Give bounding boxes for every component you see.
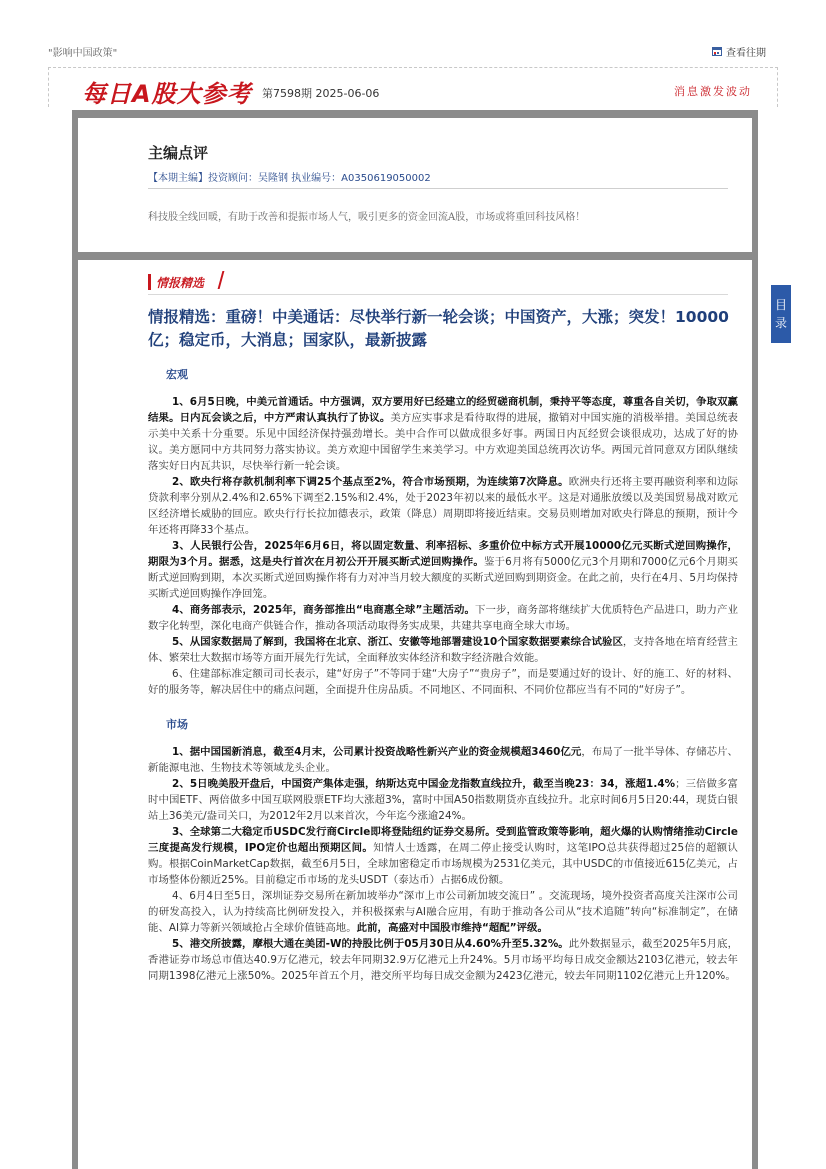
market-list bbox=[148, 744, 738, 984]
item-lead: 4、商务部表示，2025年，商务部推出“电商惠全球”主题活动。 bbox=[172, 604, 476, 616]
item-body: 欧洲央行还将主要再融资利率和边际贷款利率分别从2.4%和2.65%下调至2.15%和2.4%，处于2023年初以来的最低水平。这是对通胀放缓以及美国贸易战对欧元区经济增长威胁的回应。欧央行行长拉加德表示，政策（降息）周期即将接近结束。交易员则增加对欧央行降息的预期，预计今年还将再降33个基点。 bbox=[148, 476, 738, 536]
section-tag-label: 情报精选 bbox=[156, 276, 205, 290]
item-body: 知情人士透露，在周二停止接受认购时，这笔IPO总共获得超过25倍的超额认购。根据CoinMarketCap数据，截至6月5日，全球加密稳定币市场规模为2531亿美元，其中USDC的市值接近615亿美元，占市场整体份额近25%。目前稳定币市场的龙头USDT（泰达币）占据6成份额。 bbox=[148, 842, 738, 886]
list-item bbox=[148, 824, 738, 888]
list-item bbox=[148, 936, 738, 984]
item-body: ；三倍做多富时中国ETF、两倍做多中国互联网股票ETF均大涨超3%，富时中国A50指数期货亦直线拉升。北京时间6月5日20:44，现货白银站上36美元/盎司关口，为2012年2月以来首次，今年迄今涨逾24%。 bbox=[148, 778, 738, 822]
divider bbox=[148, 188, 728, 189]
editor-comment-panel bbox=[78, 118, 752, 252]
header-divider-right bbox=[777, 67, 778, 107]
item-body: 6、住建部标准定额司司长表示，建“好房子”不等同于建“大房子”“贵房子”，而是要通过好的设计、好的施工、好的材料、好的服务等，解决居住中的痛点问题，全面提升住房品质。不同地区、不同面积、不同价位都应当有不同的“好房子”。 bbox=[148, 668, 738, 696]
item-lead: 2、5日晚美股开盘后，中国资产集体走强，纳斯达克中国金龙指数直线拉升，截至当晚23：34，涨超1.4% bbox=[172, 778, 676, 790]
item-lead: 5、港交所披露，摩根大通在美团-W的持股比例于05月30日从4.60%升至5.32%。 bbox=[172, 938, 569, 950]
article bbox=[148, 306, 738, 984]
item-lead: 3、人民银行公告，2025年6月6日，将以固定数量、利率招标、多重价位中标方式开展10000亿元买断式逆回购操作，期限为3个月。据悉，这是央行首次在月初公开开展买断式逆回购操作。 bbox=[148, 540, 738, 568]
list-item bbox=[148, 634, 738, 666]
section-slash bbox=[218, 271, 225, 289]
report-header bbox=[82, 72, 758, 108]
table-of-contents-tab[interactable] bbox=[771, 285, 791, 343]
list-item bbox=[148, 394, 738, 474]
item-body: ，支持各地在培育经营主体、繁荣壮大数据市场等方面开展先行先试，全面释放实体经济和数字经济融合效能。 bbox=[148, 636, 738, 664]
item-body: 下一步，商务部将继续扩大优质特色产品进口，助力产业数字化转型，深化电商产供链合作，推动各项活动取得务实成果，共建共享电商全球大市场。 bbox=[148, 604, 739, 632]
list-item bbox=[148, 602, 738, 634]
header-divider-left bbox=[48, 67, 49, 107]
market-heading: 市场 bbox=[166, 718, 188, 731]
history-label: 查看往期 bbox=[726, 48, 766, 59]
calendar-icon bbox=[712, 47, 722, 56]
item-body: 此外数据显示，截至2025年5月底，香港证券市场总市值达40.9万亿港元，较去年同期32.9万亿港元上升24%。5月市场平均每日成交金额达2103亿港元，较去年同期1398亿港元上涨50%。2025年首五个月，港交所平均每日成交金额为2423亿港元，较去年同期1102亿港元上升120%。 bbox=[148, 938, 739, 982]
item-lead: 3、全球第二大稳定币USDC发行商Circle即将登陆纽约证券交易所。受到监管政策等影响，超火爆的认购情绪推动Circle三度提高发行规模，IPO定价也超出预期区间。 bbox=[148, 826, 738, 854]
article-title: 情报精选：重磅！中美通话：尽快举行新一轮会谈；中国资产，大涨；突发！10000亿；稳定币，大消息；国家队，最新披露 bbox=[148, 308, 729, 349]
section-marker bbox=[148, 274, 151, 290]
list-item bbox=[148, 474, 738, 538]
issue-number-date: 第7598期 2025-06-06 bbox=[262, 87, 380, 100]
top-slogan-note: "影响中国政策" bbox=[48, 48, 118, 59]
side-tab-char-1: 目 bbox=[774, 298, 787, 312]
item-body: 4、6月4日至5日，深圳证券交易所在新加坡举办“深市上市公司新加坡交流日” 。交流现场，境外投资者高度关注深市公司的研发高投入，认为持续高比例研发投入，并积极探索与AI融合应用，有助于推动各公司从“技术追随”转向“标准制定”，在储能、AI算力等新兴领域抢占全球价值链高地。 bbox=[148, 890, 738, 934]
list-item bbox=[148, 538, 738, 602]
macro-heading: 宏观 bbox=[166, 368, 188, 381]
list-item bbox=[148, 776, 738, 824]
item-lead: 1、6月5日晚，中美元首通话。中方强调，双方要用好已经建立的经贸磋商机制，秉持平等态度，尊重各自关切，争取双赢结果。日内瓦会谈之后，中方严肃认真执行了协议。 bbox=[148, 396, 738, 424]
item-lead: 5、从国家数据局了解到，我国将在北京、浙江、安徽等地部署建设10个国家数据要素综合试验区 bbox=[172, 636, 623, 648]
section-tag bbox=[148, 270, 728, 295]
item-body: 鉴于6月将有5000亿元3个月期和7000亿元6个月期买断式逆回购到期，本次买断式逆回购操作将有力对冲当月较大额度的买断式逆回购到期资金。在此之前，央行在4月、5月均保持买断式逆回购操作净回笼。 bbox=[148, 556, 738, 600]
editor-author: 【本期主编】投资顾问：吴隆钢 执业编号：A0350619050002 bbox=[148, 173, 431, 184]
item-body: ，布局了一批半导体、存储芯片、新能源电池、生物技术等领域龙头企业。 bbox=[148, 746, 738, 774]
intelligence-panel bbox=[78, 260, 752, 1169]
editor-comment-text: 科技股全线回暖，有助于改善和提振市场人气，吸引更多的资金回流A股，市场或将重回科技风格！ bbox=[148, 212, 586, 223]
header-slogan: 消息激发波动 bbox=[674, 85, 752, 98]
list-item bbox=[148, 744, 738, 776]
list-item bbox=[148, 888, 738, 936]
editor-heading: 主编点评 bbox=[148, 144, 209, 162]
header-divider bbox=[48, 67, 778, 68]
report-logo: 每日A股大参考 bbox=[82, 80, 252, 108]
item-body: 美方应实事求是看待取得的进展，撤销对中国实施的消极举措。美国总统表示美中关系十分重要。乐见中国经济保持强劲增长。美中合作可以做成很多好事。两国日内瓦经贸会谈很成功，达成了好的协议。美方愿同中方共同努力落实协议。美方欢迎中国留学生来美学习。中方欢迎美国总统再次访华。两国元首同意双方团队继续落实好日内瓦共识，尽快举行新一轮会谈。 bbox=[148, 412, 738, 472]
item-tail: 此前，高盛对中国股市维持“超配”评级。 bbox=[356, 922, 548, 934]
item-lead: 1、据中国国新消息，截至4月末，公司累计投资战略性新兴产业的资金规模超3460亿元 bbox=[172, 746, 582, 758]
history-link[interactable] bbox=[712, 44, 766, 59]
item-lead: 2、欧央行将存款机制利率下调25个基点至2%，符合市场预期，为连续第7次降息。 bbox=[172, 476, 569, 488]
side-tab-char-2: 录 bbox=[774, 316, 787, 330]
list-item bbox=[148, 666, 738, 698]
macro-list bbox=[148, 394, 738, 698]
